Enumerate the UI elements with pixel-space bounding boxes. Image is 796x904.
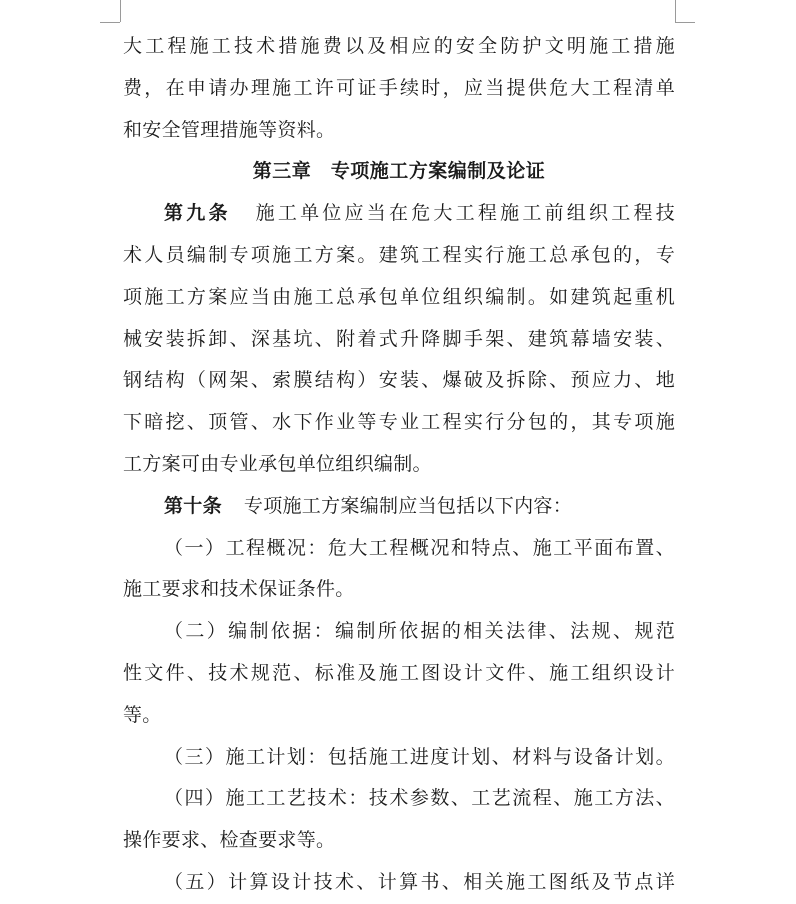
- list-item-2-line: （二）编制依据：编制所依据的相关法律、法规、规范: [164, 620, 675, 643]
- list-item-4-line: （四）施工工艺技术：技术参数、工艺流程、施工方法、: [164, 787, 675, 810]
- margin-corner-mark-top-left: [120, 0, 121, 22]
- text-line: 械安装拆卸、深基坑、附着式升降脚手架、建筑幕墙安装、: [123, 327, 675, 350]
- margin-corner-mark-top-right-horizontal: [675, 22, 695, 23]
- text-line: 项施工方案应当由施工总承包单位组织编制。如建筑起重机: [123, 285, 675, 308]
- list-item-2-line: 性文件、技术规范、标准及施工图设计文件、施工组织设计: [123, 661, 675, 684]
- text-line: 和安全管理措施等资料。: [123, 118, 336, 141]
- article-9-label: 第九条: [164, 202, 231, 225]
- article-10-intro: 专项施工方案编制应当包括以下内容：: [243, 494, 573, 517]
- chapter-heading: 第三章 专项施工方案编制及论证: [252, 160, 546, 183]
- text-line: 术人员编制专项施工方案。建筑工程实行施工总承包的，专: [123, 243, 675, 266]
- list-item-4-line: 操作要求、检查要求等。: [123, 829, 336, 852]
- margin-corner-mark-top-right: [675, 0, 676, 22]
- document-body: [123, 26, 675, 904]
- list-item-5-line: （五）计算设计技术、计算书、相关施工图纸及节点详: [164, 870, 675, 893]
- article-10-label: 第十条: [164, 494, 222, 517]
- list-item-2-line: 等。: [123, 703, 162, 726]
- text-line: 工方案可由专业承包单位组织编制。: [123, 452, 432, 475]
- article-9-text: 施工单位应当在危大工程施工前组织工程技: [252, 202, 675, 225]
- article-9-first-line: [123, 193, 675, 235]
- text-line: 大工程施工技术措施费以及相应的安全防护文明施工措施: [123, 35, 675, 57]
- margin-corner-mark-top-left-horizontal: [100, 22, 120, 23]
- text-line: 钢结构（网架、索膜结构）安装、爆破及拆除、预应力、地: [123, 369, 675, 392]
- text-line: 下暗挖、顶管、水下作业等专业工程实行分包的，其专项施: [123, 411, 675, 434]
- text-line: 费，在申请办理施工许可证手续时，应当提供危大工程清单: [123, 76, 675, 99]
- list-item-1-line: （一）工程概况：危大工程概况和特点、施工平面布置、: [164, 536, 675, 559]
- list-item-3-line: （三）施工计划：包括施工进度计划、材料与设备计划。: [164, 745, 675, 768]
- article-10-first-line: [123, 486, 675, 528]
- list-item-1-line: 施工要求和技术保证条件。: [123, 578, 355, 601]
